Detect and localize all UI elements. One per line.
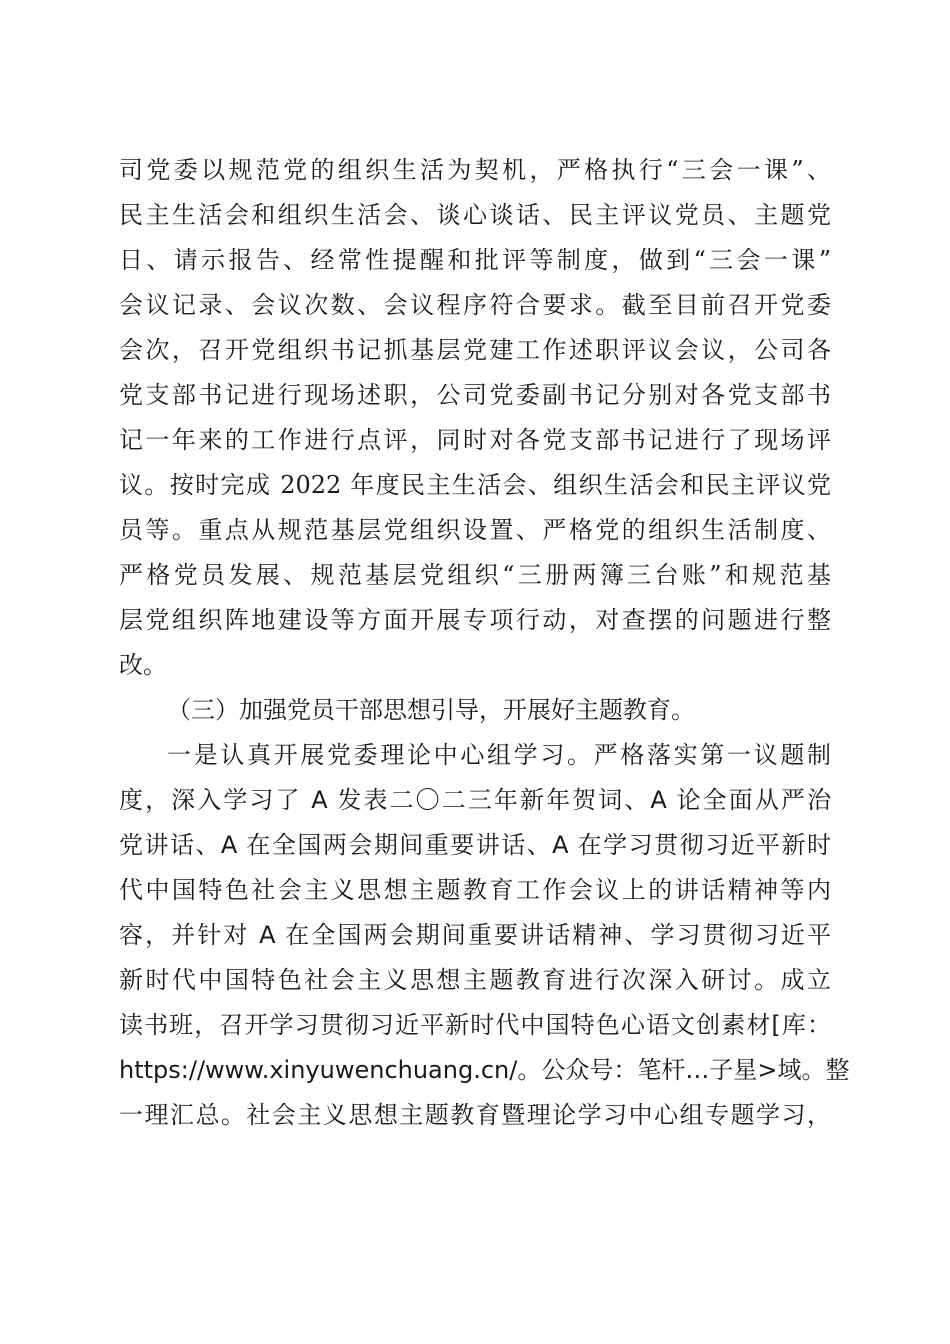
paragraph-line: 司党委以规范党的组织生活为契机，严格执行“三会一课”、 bbox=[119, 156, 831, 184]
paragraph-line: 层党组织阵地建设等方面开展专项行动，对查摆的问题进行整 bbox=[119, 606, 831, 634]
paragraph-line: 会次，召开党组织书记抓基层党建工作述职评议会议，公司各 bbox=[119, 336, 831, 364]
paragraph-line: 严格党员发展、规范基层党组织“三册两簿三台账”和规范基 bbox=[119, 561, 831, 589]
paragraph-line: 度，深入学习了 A 发表二〇二三年新年贺词、A 论全面从严治 bbox=[119, 786, 831, 814]
paragraph-line: 党支部书记进行现场述职，公司党委副书记分别对各党支部书 bbox=[119, 381, 831, 409]
paragraph-line: 代中国特色社会主义思想主题教育工作会议上的讲话精神等内 bbox=[119, 876, 831, 904]
paragraph-line: 容，并针对 A 在全国两会期间重要讲话精神、学习贯彻习近平 bbox=[119, 921, 831, 949]
paragraph-line: 会议记录、会议次数、会议程序符合要求。截至目前召开党委 bbox=[119, 291, 831, 319]
paragraph-line: 新时代中国特色社会主义思想主题教育进行次深入研讨。成立 bbox=[119, 966, 831, 994]
paragraph-line: 一理汇总。社会主义思想主题教育暨理论学习中心组专题学习， bbox=[119, 1101, 831, 1129]
paragraph-line: 记一年来的工作进行点评，同时对各党支部书记进行了现场评 bbox=[119, 426, 831, 454]
paragraph-line: 员等。重点从规范基层党组织设置、严格党的组织生活制度、 bbox=[119, 516, 831, 544]
paragraph-line: 民主生活会和组织生活会、谈心谈话、民主评议党员、主题党 bbox=[119, 201, 831, 229]
paragraph-line: 改。 bbox=[119, 651, 167, 679]
paragraph-line: 一是认真开展党委理论中心组学习。严格落实第一议题制 bbox=[167, 741, 831, 769]
paragraph-line: 读书班，召开学习贯彻习近平新时代中国特色心语文创素材[库： bbox=[119, 1011, 831, 1039]
paragraph-line: 党讲话、A 在全国两会期间重要讲话、A 在学习贯彻习近平新时 bbox=[119, 831, 831, 859]
section-heading: （三）加强党员干部思想引导，开展好主题教育。 bbox=[167, 696, 695, 724]
paragraph-line: 日、请示报告、经常性提醒和批评等制度，做到“三会一课” bbox=[119, 246, 831, 274]
paragraph-line: https://www.xinyuwenchuang.cn/。公众号：笔杆…子星>域。整 bbox=[119, 1056, 850, 1084]
paragraph-line: 议。按时完成 2022 年度民主生活会、组织生活会和民主评议党 bbox=[119, 471, 831, 499]
